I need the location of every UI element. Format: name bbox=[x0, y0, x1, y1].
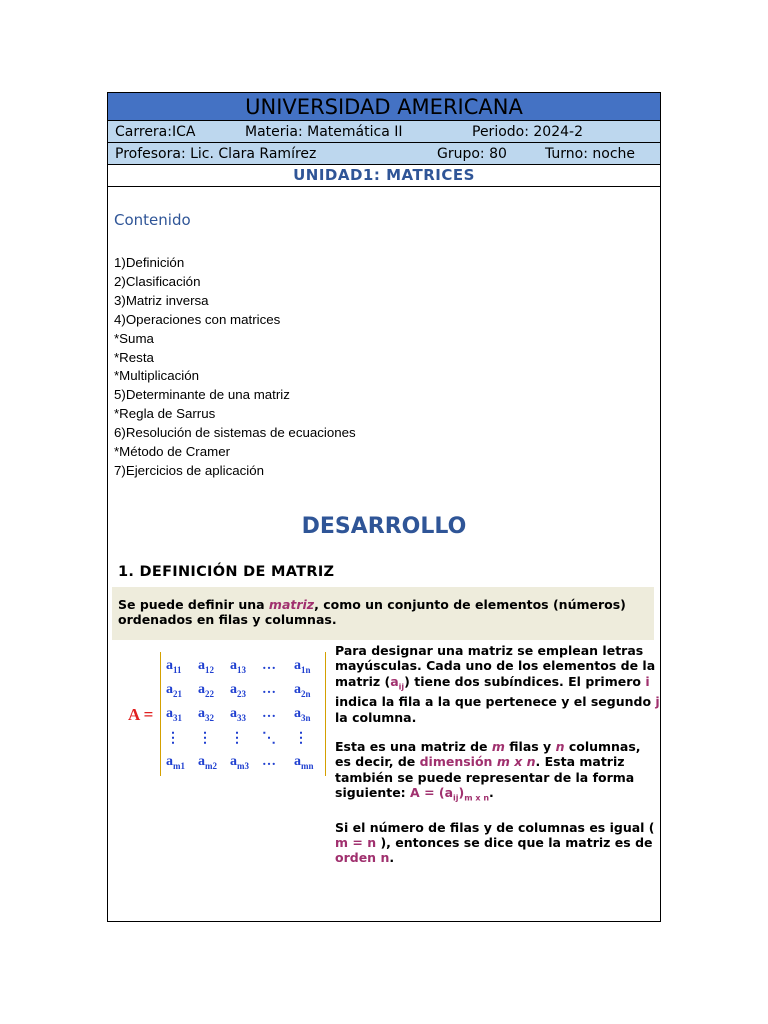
contents-list bbox=[114, 254, 356, 481]
text-run: columnas, es decir, de bbox=[335, 738, 641, 770]
definition-text-start: Se puede definir una bbox=[118, 597, 269, 612]
text-run: filas y bbox=[504, 738, 556, 754]
text-run: . bbox=[489, 784, 494, 800]
matrix-element-a2n: $a_{2n}$ bbox=[294, 681, 311, 699]
paragraph-dimension bbox=[335, 739, 660, 806]
list-item: 5)Determinante de una matriz bbox=[114, 387, 290, 403]
list-item: 7)Ejercicios de aplicación bbox=[114, 462, 265, 478]
contenido-heading: Contenido bbox=[114, 211, 191, 229]
list-item: *Regla de Sarrus bbox=[114, 406, 216, 422]
text-run: ) tiene dos subíndices. El primero bbox=[404, 673, 646, 689]
info-row-course bbox=[108, 121, 660, 143]
list-item: 1)Definición bbox=[114, 255, 185, 270]
list-item: *Multiplicación bbox=[114, 368, 199, 384]
subscript: ij bbox=[453, 793, 459, 803]
matrix-vdots: ⋮ bbox=[166, 730, 180, 746]
matrix-label: A = bbox=[128, 705, 154, 724]
index-i: i bbox=[645, 673, 650, 689]
materia-label: Materia: Matemática II bbox=[245, 124, 403, 140]
university-title: UNIVERSIDAD AMERICANA bbox=[108, 93, 660, 121]
symbol-mxn: m x n bbox=[496, 754, 536, 770]
matrix-element-a33: $a_{33}$ bbox=[230, 705, 246, 723]
turno-label: Turno: noche bbox=[545, 146, 636, 162]
desarrollo-heading: DESARROLLO bbox=[301, 514, 467, 539]
list-item: 2)Clasificación bbox=[114, 273, 201, 289]
text-run: ), entonces se dice que la matriz es de bbox=[376, 834, 653, 850]
matrix-element-a31: $a_{31}$ bbox=[166, 705, 182, 723]
matrix-figure bbox=[123, 649, 323, 779]
section-title-definicion: 1. DEFINICIÓN DE MATRIZ bbox=[118, 564, 335, 580]
list-item: *Resta bbox=[114, 349, 154, 365]
matrix-element-a22: $a_{22}$ bbox=[198, 681, 214, 699]
info-row-teacher bbox=[108, 143, 660, 165]
definition-text-end: , como un conjunto de elementos (números) ordenados en filas y columnas. bbox=[118, 597, 626, 627]
matrix-element-amn: $a_{mn}$ bbox=[294, 753, 314, 771]
matrix-element-a12: $a_{12}$ bbox=[198, 657, 214, 675]
symbol-n: n bbox=[380, 850, 390, 866]
text-run: Si el número de filas y de columnas es igual ( bbox=[335, 819, 655, 835]
text-run: . bbox=[389, 850, 395, 866]
subscript: ij bbox=[398, 682, 405, 692]
matrix-element-a3n: $a_{3n}$ bbox=[294, 705, 311, 723]
periodo-label: Periodo: 2024-2 bbox=[472, 124, 583, 140]
term-dimension: dimensión bbox=[419, 754, 493, 770]
matrix-ellipsis: … bbox=[262, 658, 276, 673]
matrix-brackets bbox=[160, 652, 326, 776]
grupo-label: Grupo: 80 bbox=[437, 146, 507, 162]
matrix-ellipsis: … bbox=[262, 754, 276, 769]
carrera-label: Carrera:ICA bbox=[115, 124, 196, 140]
list-item: 3)Matriz inversa bbox=[114, 292, 209, 308]
text-run: ) bbox=[458, 784, 465, 800]
equality-m-n: m = n bbox=[335, 834, 377, 850]
symbol-n: n bbox=[555, 738, 565, 754]
paragraph-order bbox=[335, 820, 660, 866]
matrix-element-a1n: $a_{1n}$ bbox=[294, 657, 311, 675]
list-item: *Método de Cramer bbox=[114, 444, 231, 460]
matrix-element-am2: $a_{m2}$ bbox=[198, 753, 217, 771]
matrix-vdots: ⋮ bbox=[230, 730, 244, 746]
definition-term: matriz bbox=[268, 597, 315, 612]
matrix-ddots: ⋱ bbox=[262, 730, 276, 746]
text-run: indica la fila a la que pertenece y el segundo bbox=[335, 694, 656, 710]
matrix-element-am1: $a_{m1}$ bbox=[166, 753, 185, 771]
text-run: Esta es una matriz de bbox=[335, 738, 492, 754]
text-run: . Esta matriz también se puede representar de la forma siguiente: bbox=[335, 754, 635, 800]
matrix-vdots: ⋮ bbox=[198, 730, 212, 746]
matrix-element-a21: $a_{21}$ bbox=[166, 681, 182, 699]
text-run: la columna. bbox=[335, 709, 417, 725]
list-item: *Suma bbox=[114, 330, 154, 346]
paragraph-notation bbox=[335, 643, 660, 725]
profesora-label: Profesora: Lic. Clara Ramírez bbox=[115, 146, 317, 162]
element-symbol bbox=[390, 673, 405, 692]
list-item: 4)Operaciones con matrices bbox=[114, 311, 281, 327]
text-run: Para designar una matriz se emplean letras mayúsculas. Cada uno de los elementos de la matriz ( bbox=[335, 643, 656, 689]
matrix-element-a11: $a_{11}$ bbox=[166, 657, 182, 675]
matrix-explanation bbox=[335, 643, 660, 880]
subscript: m x n bbox=[464, 793, 490, 803]
symbol-m: m bbox=[491, 738, 505, 754]
text-run: a bbox=[390, 673, 399, 689]
matrix-element-a23: $a_{23}$ bbox=[230, 681, 246, 699]
index-j: j bbox=[655, 694, 660, 710]
document-sheet bbox=[107, 92, 661, 922]
matrix-element-am3: $a_{m3}$ bbox=[230, 753, 249, 771]
matrix-ellipsis: … bbox=[262, 706, 276, 721]
matrix-ellipsis: … bbox=[262, 682, 276, 697]
term-orden: orden bbox=[335, 850, 377, 866]
matrix-element-a32: $a_{32}$ bbox=[198, 705, 214, 723]
list-item: 6)Resolución de sistemas de ecuaciones bbox=[114, 425, 356, 441]
matrix-element-a13: $a_{13}$ bbox=[230, 657, 246, 675]
matrix-grid bbox=[163, 654, 323, 774]
formula bbox=[410, 784, 490, 803]
definition-box bbox=[112, 587, 654, 640]
matrix-vdots: ⋮ bbox=[294, 730, 308, 746]
unit-title: UNIDAD1: MATRICES bbox=[108, 165, 660, 187]
text-run: A = (a bbox=[410, 784, 454, 800]
